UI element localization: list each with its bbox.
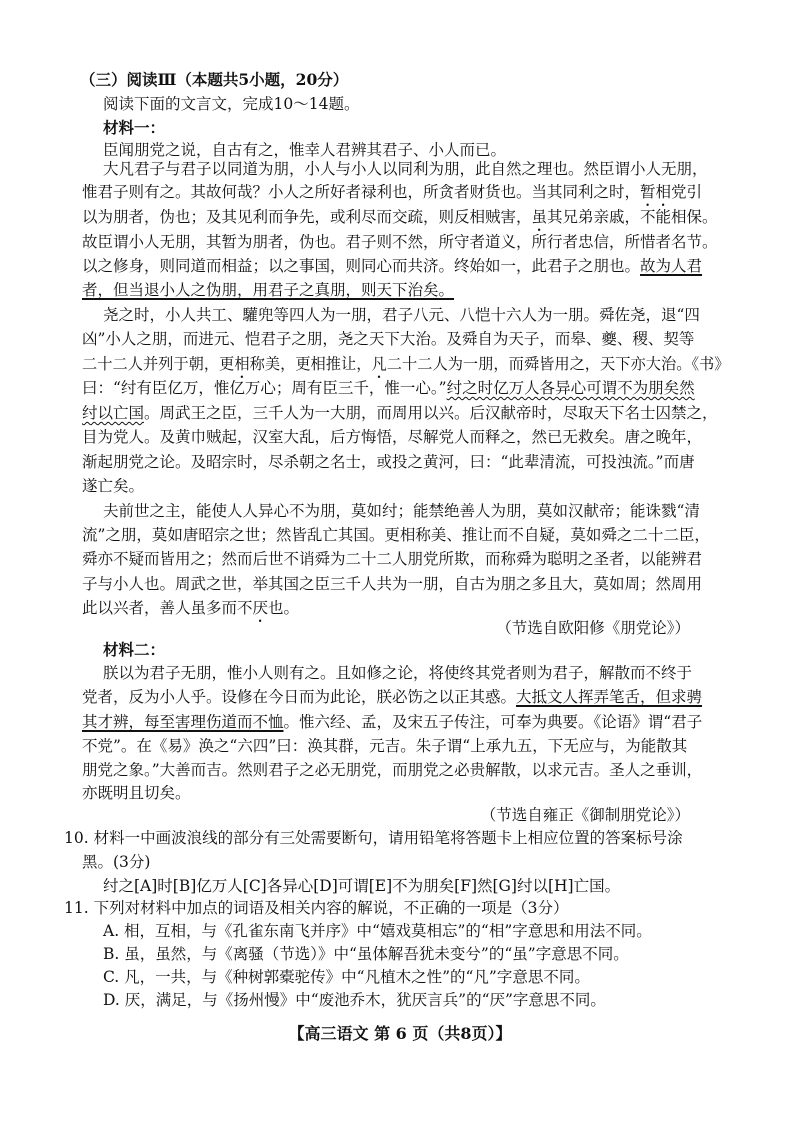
- paragraph-line: 子与小人也。周武之世，举其国之臣三千人共为一朋，自古为朋之多且大，莫如周；然周用: [82, 575, 703, 593]
- dotted-word: 虽: [531, 208, 548, 226]
- paragraph-line: 舜亦不疑而皆用之；然而后世不诮舜为二十二人朋党所欺，而称舜为聪明之圣者，以能辨君: [82, 550, 703, 568]
- text-run: 以之修身，则同道而相益；以之事国，则同心而共济。终始如一，此君子之朋也。: [82, 257, 641, 275]
- text-run: 二十二人为一朋，而舜皆用之，天下亦大治。《书》: [386, 355, 730, 373]
- underlined-text: 者，但当退小人之伪朋，用君子之真朋，则天下治矣。: [82, 281, 455, 299]
- paragraph-line: 渐起朋党之论。及昭宗时，尽杀朝之名士，或投之黄河，曰：“此辈清流，可投浊流。”而唐: [82, 453, 695, 471]
- text-run: 曰：“纣有臣亿万，惟亿万心；周有臣三千，惟一心。”: [82, 379, 447, 397]
- question-11-option-c: C. 凡，一共，与《种树郭橐驼传》中“凡植木之性”的“凡”字意思不同。: [103, 968, 590, 986]
- section-title: （三）阅读Ⅲ（本题共5小题，20分）: [80, 70, 349, 89]
- question-11-option-b: B. 虽，虽然，与《离骚（节选）》中“虽体解吾犹未变兮”的“虽”字意思不同。: [103, 945, 629, 963]
- paragraph-line: [82, 378, 695, 398]
- dotted-word: 厌: [252, 599, 269, 617]
- dotted-word: 暂相: [640, 183, 672, 201]
- material1-heading: 材料一：: [103, 118, 166, 137]
- underlined-text: 大抵文人挥弄笔舌，但求骋: [516, 688, 703, 706]
- dotted-word: 凡: [371, 355, 387, 373]
- text-run: 。惟六经、孟，及宋五子传注，可奉为典要。《论语》谓“君子: [283, 713, 703, 731]
- paragraph-line: 流”之朋，莫如唐昭宗之世；然皆乱亡其国。更相称美、推让而不自疑，莫如舜之二十二臣，: [82, 526, 710, 544]
- paragraph-line: [82, 256, 702, 276]
- material2-heading: 材料二：: [103, 640, 166, 659]
- question-10-stem: 10. 材料一中画波浪线的部分有三处需要断句，请用铅笔将答题卡上相应位置的答案标号涂: [64, 829, 683, 847]
- paragraph-line: 亦既明且切矣。: [82, 784, 191, 802]
- instruction: 阅读下面的文言文，完成10～14题。: [103, 95, 360, 113]
- paragraph-line: [82, 687, 702, 707]
- page-footer: 【高三语文 第 6 页（共8页）】: [288, 1024, 512, 1043]
- paragraph-line: 大凡君子与君子以同道为朋，小人与小人以同利为朋，此自然之理也。然臣谓小人无朋，: [103, 160, 708, 178]
- material1-source: （节选自欧阳修《朋党论》）: [496, 619, 690, 637]
- paragraph-line: 不党”。在《易》涣之“六四”曰：涣其群，元吉。朱子谓“上承九五，下无应与，为能散其: [82, 737, 688, 755]
- paragraph-line: [82, 280, 454, 300]
- question-11-option-d: D. 厌，满足，与《扬州慢》中“废池乔木，犹厌言兵”的“厌”字意思不同。: [103, 991, 606, 1009]
- paragraph-line: 臣闻朋党之说，自古有之，惟幸人君辨其君子、小人而已。: [103, 141, 507, 159]
- paragraph-line: 尧之时，小人共工、驩兜等四人为一朋，君子八元、八恺十六人为一朋。舜佐尧，退“四: [103, 306, 700, 324]
- paragraph-line: 目为党人。及黄巾贼起，汉室大乱，后方悔悟，尽解党人而释之，然已无救矣。唐之晚年，: [82, 428, 703, 446]
- paragraph-line: 遂亡矣。: [82, 477, 145, 495]
- material2-source: （节选自雍正《御制朋党论》）: [480, 806, 690, 824]
- paragraph-line: 凶”小人之朋，而进元、恺君子之朋，尧之天下大治。及舜自为天子，而皋、夔、稷、契等: [82, 330, 695, 348]
- wavy-underlined-text: 纣以亡国: [82, 404, 145, 422]
- text-run: 二十二人并列于朝，更: [82, 355, 235, 373]
- wavy-underlined-text: 纣之时亿万人各异心可谓不为朋矣然: [446, 379, 695, 397]
- text-run: 党引: [671, 183, 703, 201]
- text-run: 其兄弟亲戚，不能相保。: [547, 208, 718, 226]
- underlined-text: 故为人君: [640, 257, 703, 275]
- paragraph-line: 故臣谓小人无朋，其暂为朋者，伪也。君子则不然，所守者道义，所行者忠信，所惜者名节。: [82, 233, 718, 251]
- paragraph-line: 朋党之象。”大善而吉。然则君子之必无朋党，而朋党之必贵解散，以求元吉。圣人之垂训，: [82, 761, 703, 779]
- text-run: 惟君子则有之。其故何哉？小人之所好者禄利也，所贪者财货也。当其同利之时，: [82, 183, 641, 201]
- paragraph-line: [82, 712, 702, 732]
- paragraph-line: [82, 207, 718, 235]
- paragraph-line: [82, 403, 718, 423]
- paragraph-line: 夫前世之主，能使人人异心不为朋，莫如纣；能禁绝善人为朋，莫如汉献帝；能诛戮“清: [103, 502, 700, 520]
- question-10-stem: 黑。(3分): [82, 853, 151, 871]
- text-run: 。周武王之臣，三千人为一大朋，而周用以兴。后汉献帝时，尽取天下名士囚禁之，: [144, 404, 718, 422]
- text-run: 以为朋者，伪也；及其见利而争先，或利尽而交疏，则反相贼害，: [82, 208, 532, 226]
- text-run: 称美，更相推让，: [249, 355, 372, 373]
- text-run: 也。: [268, 599, 300, 617]
- text-run: 党者，反为小人乎。设修在今日而为此论，朕必饬之以正其惑。: [82, 688, 517, 706]
- paragraph-line: 朕以为君子无朋，惟小人则有之。且如修之论，将使终其党者则为君子，解散而不终于: [103, 664, 693, 682]
- underlined-text: 其才辨，每至害理伤道而不恤: [82, 713, 284, 731]
- question-11-option-a: A. 相，互相，与《孔雀东南飞并序》中“嬉戏莫相忘”的“相”字意思和用法不同。: [103, 922, 652, 940]
- question-11-stem: 11. 下列对材料中加点的词语及相关内容的解说，不正确的一项是（3分）: [64, 899, 569, 917]
- question-10-options: 纣之[A]时[B]亿万人[C]各异心[D]可谓[E]不为朋矣[F]然[G]纣以[H]亡国。: [103, 877, 621, 895]
- text-run: 此以兴者，善人虽多而不: [82, 599, 253, 617]
- paragraph-line: [82, 182, 702, 210]
- dotted-word: 相: [234, 355, 250, 373]
